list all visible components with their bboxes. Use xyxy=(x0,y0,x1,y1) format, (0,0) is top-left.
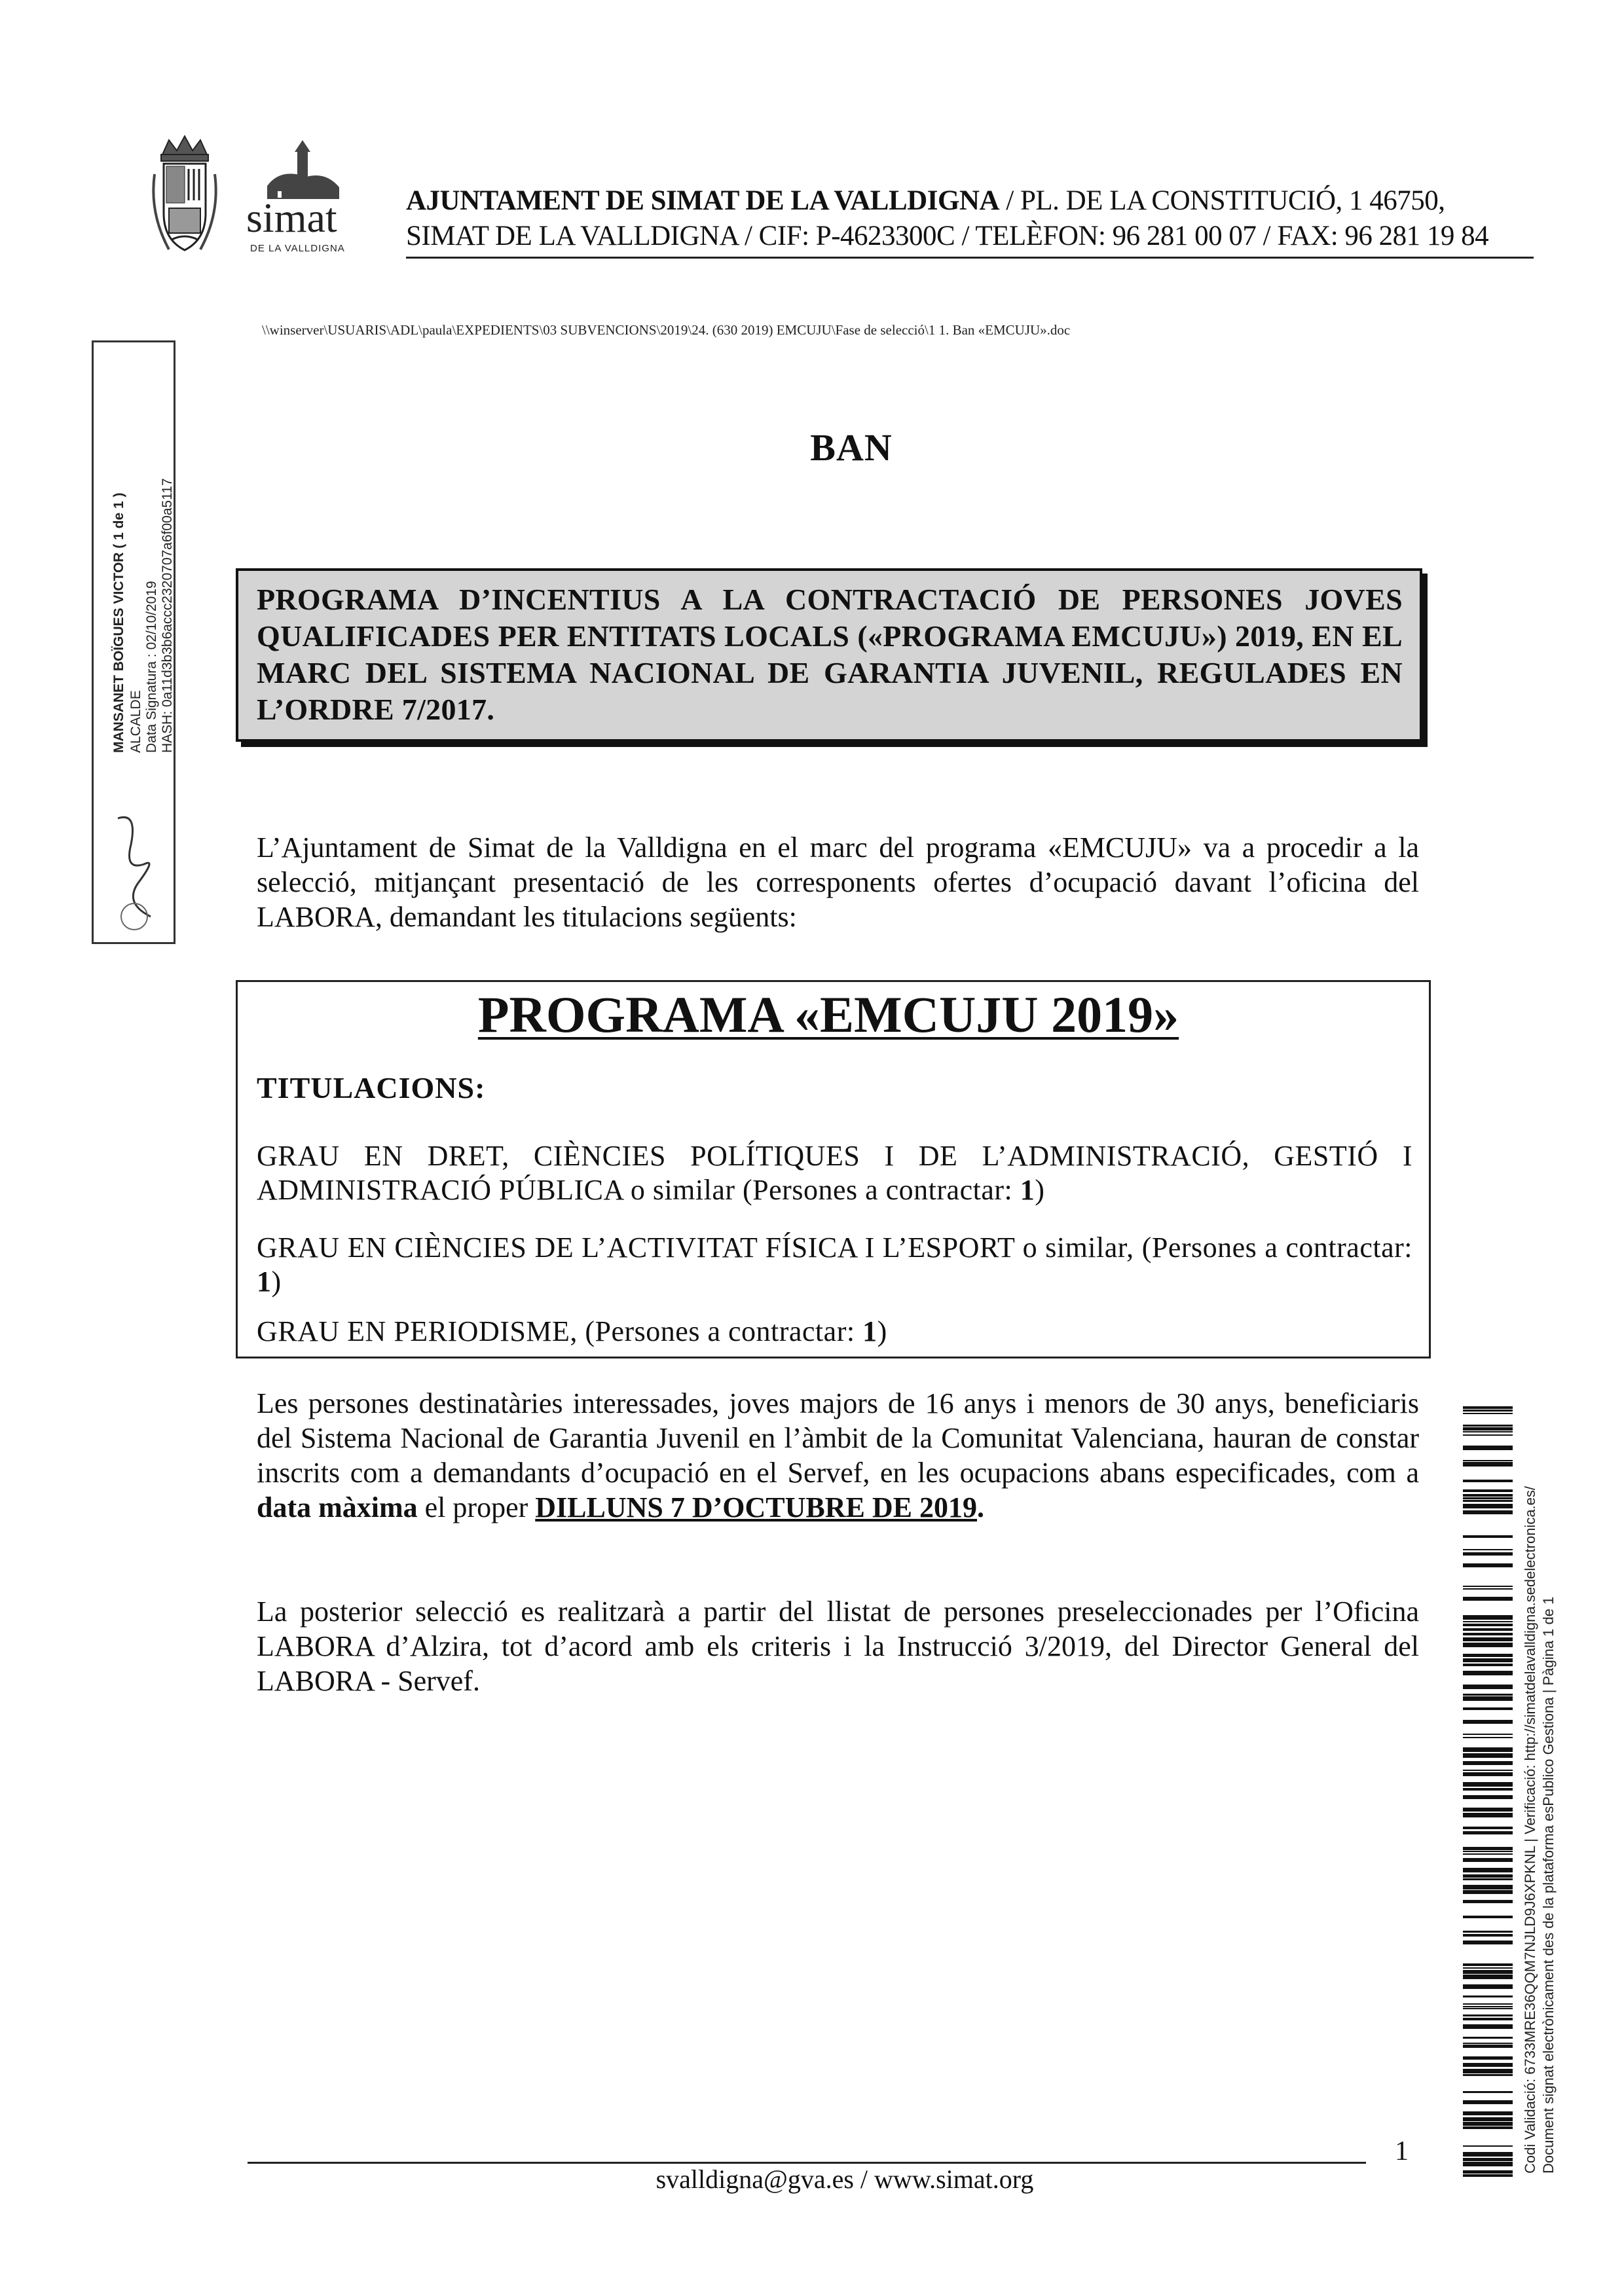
signature-hash: HASH: 0a11d3b3b6accc2320707a6f00a5117 xyxy=(160,478,175,753)
degree-item: GRAU EN DRET, CIÈNCIES POLÍTIQUES I DE L’ADMINISTRACIÓ, GESTIÓ I ADMINISTRACIÓ PÚBLICA o similar (Persones a contractar: 1) xyxy=(257,1140,1412,1206)
header-line-1 xyxy=(406,183,1532,219)
deadline-date: DILLUNS 7 D’OCTUBRE DE 2019 xyxy=(535,1491,978,1523)
validation-code: Codi Validació: 6733MRE36QQM7NJLD9J6XPKNL | Verificació: http://simatdelavalldigna.sedelectronica.es/ xyxy=(1522,1485,1538,2174)
footer-contact: svalldigna@gva.es / www.simat.org xyxy=(655,2164,1034,2194)
municipality-name: AJUNTAMENT DE SIMAT DE LA VALLDIGNA xyxy=(406,185,999,216)
signer-name: MANSANET BOÏGUES VICTOR ( 1 de 1 ) xyxy=(111,492,126,753)
deadline-label: data màxima xyxy=(257,1491,418,1523)
document-title: BAN xyxy=(810,426,893,469)
intro-paragraph: L’Ajuntament de Simat de la Valldigna en el marc del programa «EMCUJU» va a procedir a la selecció, mitjançant presentació de les corresponents ofertes d’ocupació davant l’oficina del LABORA, demandant les titulacions següents: xyxy=(257,831,1419,933)
selection-paragraph: La posterior selecció es realitzarà a partir del llistat de persones preseleccionades per l’Oficina LABORA d’Alzira, tot d’acord amb els criteris i la Instrucció 3/2019, del Director General del LABORA - Servef. xyxy=(257,1595,1419,1697)
file-path: \\winserver\USUARIS\ADL\paula\EXPEDIENTS\03 SUBVENCIONS\2019\24. (630 2019) EMCUJU\Fase de selecció\1 1. Ban «EMCUJU».doc xyxy=(262,322,1071,338)
address: / PL. DE LA CONSTITUCIÓ, 1 46750, xyxy=(999,185,1445,216)
page-number: 1 xyxy=(1395,2136,1409,2166)
eligibility-paragraph: Les persones destinatàries interessades, joves majors de 16 anys i menors de 30 anys, beneficiaris del Sistema Nacional de Garantia Juvenil en l’àmbit de la Comunitat Valenciana, hauran de constar inscrits com a demandants d’ocupació en el Servef, en les ocupacions abans especificades, com a data màxima el proper DILLUNS 7 D’OCTUBRE DE 2019. xyxy=(257,1387,1419,1523)
degrees-label: TITULACIONS: xyxy=(257,1071,486,1104)
degree-item: GRAU EN PERIODISME, (Persones a contractar: 1) xyxy=(257,1315,887,1347)
header-line-2: SIMAT DE LA VALLDIGNA / CIF: P-4623300C / TELÈFON: 96 281 00 07 / FAX: 96 281 19 84 xyxy=(406,221,1489,251)
program-heading: PROGRAMA D’INCENTIUS A LA CONTRACTACIÓ DE PERSONES JOVES QUALIFICADES PER ENTITATS LOCALS («PROGRAMA EMCUJU») 2019, EN EL MARC DEL SISTEMA NACIONAL DE GARANTIA JUVENIL, REGULADES EN L’ORDRE 7/2017. xyxy=(257,583,1403,726)
municipal-logo xyxy=(149,135,411,279)
validation-barcode xyxy=(1463,1406,1513,2177)
program-title: PROGRAMA «EMCUJU 2019» xyxy=(477,986,1179,1043)
signature-mark xyxy=(98,805,170,936)
header-rule xyxy=(406,257,1534,259)
svg-text:DE LA VALLDIGNA: DE LA VALLDIGNA xyxy=(250,243,345,254)
svg-text:simat: simat xyxy=(246,194,337,241)
signer-role: ALCALDE xyxy=(128,690,143,753)
signature-platform: Document signat electrònicament des de la plataforma esPublico Gestiona | Pàgina 1 de 1 xyxy=(1540,1596,1557,2174)
signature-date: Data Signatura : 02/10/2019 xyxy=(144,581,159,753)
degree-item: GRAU EN CIÈNCIES DE L’ACTIVITAT FÍSICA I L’ESPORT o similar, (Persones a contractar: 1) xyxy=(257,1231,1412,1298)
